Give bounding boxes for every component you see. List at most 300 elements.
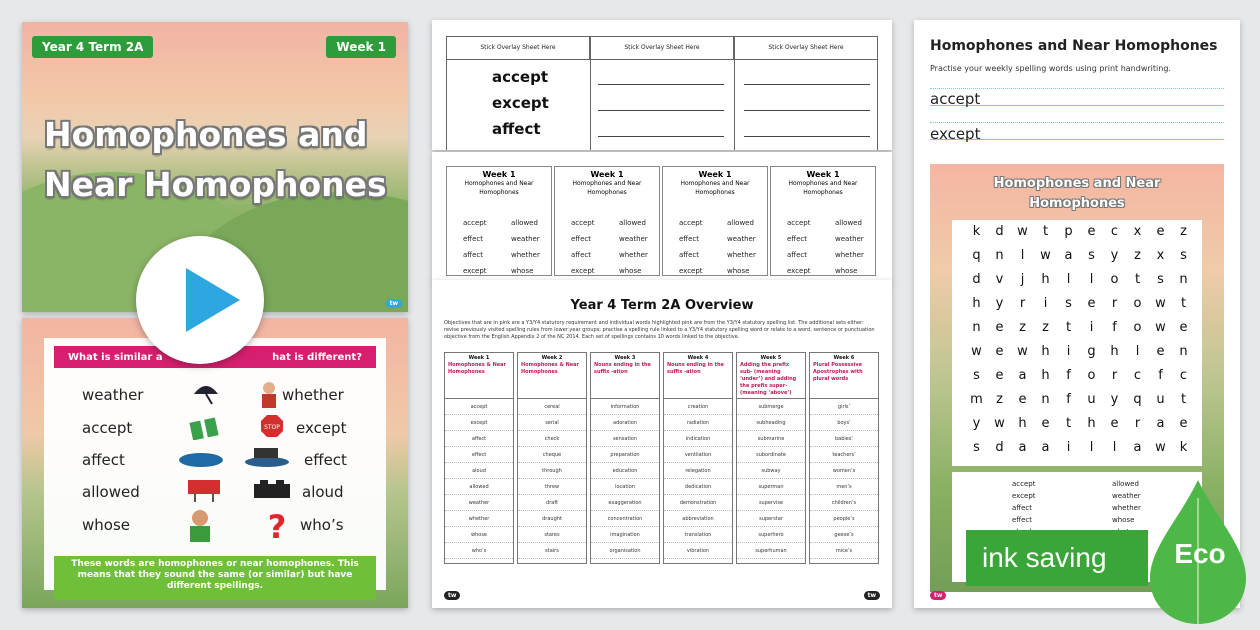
objective: Nouns ending in the suffix -ation: [667, 362, 724, 375]
spelling-word: aloud: [445, 463, 513, 479]
spelling-word: superman: [737, 479, 805, 495]
wordsearch-letter: l: [1089, 272, 1094, 287]
card-word: effect: [787, 235, 808, 243]
wordsearch-letter: a: [1156, 416, 1165, 431]
student-icon: [184, 508, 216, 544]
wordsearch-letter: w: [1017, 344, 1028, 359]
spelling-word: boys’: [810, 415, 878, 431]
overview-intro: Objectives that are in pink are a Y3/Y4 statutory requirement and individual words highlighted pink are from the Y3/Y4 statutory spelling list. The additional sets either: revise previously visited spelling rules from lower year groups; practise a spelling rule linked to a Y3/Y4 statutory spelling word or relate to a word, sentence or punctuation objective from the English Appendix 2 of the NC 2014. Each set of spellings contains 10 words linked to the objective.: [444, 320, 875, 340]
wordsearch-letter: e: [995, 344, 1004, 359]
overview-sheet: [432, 280, 892, 608]
spelling-word: location: [591, 479, 659, 495]
wordsearch-letter: e: [1041, 416, 1050, 431]
spelling-word: education: [591, 463, 659, 479]
wordsearch-letter: h: [1041, 368, 1050, 383]
wordsearch-letter: z: [996, 392, 1003, 407]
overview-column: [444, 352, 514, 564]
wordsearch-letter: t: [1042, 224, 1049, 239]
card-word: affect: [787, 251, 808, 259]
week-card: [554, 166, 660, 276]
week-card-title: Week 1: [590, 170, 624, 179]
card-word: whether: [727, 251, 756, 259]
spelling-word: check: [518, 431, 586, 447]
twinkl-logo: tw: [386, 299, 402, 308]
overview-column: [590, 352, 660, 564]
wordsearch-word: weather: [1112, 492, 1141, 500]
objective: Homophones & Near Homophones: [521, 362, 580, 375]
week-card-title: Week 1: [698, 170, 732, 179]
word-left: accept: [82, 419, 133, 437]
week-cards-sheet: [432, 152, 892, 282]
spelling-word: adoration: [591, 415, 659, 431]
wordsearch-letter: m: [970, 392, 983, 407]
wordsearch-letter: w: [1155, 440, 1166, 455]
wordsearch-letter: g: [1087, 344, 1096, 359]
card-word: weather: [511, 235, 540, 243]
spelling-word: vibration: [664, 543, 732, 559]
spelling-word: whose: [445, 527, 513, 543]
spelling-word: radiation: [664, 415, 732, 431]
wordsearch-letter: n: [995, 248, 1004, 263]
spelling-word: draft: [518, 495, 586, 511]
wordsearch-letter: n: [1179, 344, 1188, 359]
week-label: Week 1: [326, 36, 396, 58]
wordsearch-letter: o: [1133, 296, 1142, 311]
card-word: except: [679, 267, 703, 275]
wordsearch-letter: z: [1042, 320, 1049, 335]
wordsearch-letter: e: [1087, 224, 1096, 239]
spelling-word: weather: [445, 495, 513, 511]
spelling-word: translation: [664, 527, 732, 543]
wordsearch-letter: d: [972, 272, 981, 287]
card-word: except: [787, 267, 811, 275]
writing-line: [598, 110, 724, 111]
overview-column-header: [664, 353, 732, 399]
spelling-word: geese’s: [810, 527, 878, 543]
spelling-word: preparation: [591, 447, 659, 463]
umbrella-icon: [192, 382, 220, 406]
sign-icon: [186, 478, 222, 502]
spelling-word: who’s: [445, 543, 513, 559]
column-divider: [590, 60, 591, 150]
spelling-word: allowed: [445, 479, 513, 495]
writing-line: [744, 136, 870, 137]
card-word: weather: [727, 235, 756, 243]
objective: Adding the prefix sub- (meaning ‘under’) and adding the prefix super- (meaning ‘above’): [740, 362, 797, 396]
wordsearch-letter: a: [1018, 368, 1027, 383]
handwriting-subtitle: Practise your weekly spelling words using print handwriting.: [930, 64, 1171, 73]
wordsearch-letter: x: [1133, 224, 1142, 239]
card-word: allowed: [619, 219, 646, 227]
spelling-word: subheading: [737, 415, 805, 431]
wordsearch-letter: z: [1019, 320, 1026, 335]
week-card-title: Week 1: [806, 170, 840, 179]
overview-column-header: [737, 353, 805, 399]
wordsearch-letter: d: [995, 440, 1004, 455]
spelling-word: indication: [664, 431, 732, 447]
spelling-word: except: [492, 94, 549, 112]
fallen-person-icon: [242, 442, 292, 468]
svg-text:STOP: STOP: [264, 424, 280, 431]
wordsearch-letter: u: [1087, 392, 1096, 407]
writing-line: [598, 136, 724, 137]
wordsearch-letter: a: [1041, 440, 1050, 455]
spelling-word: stares: [518, 527, 586, 543]
spelling-word: affect: [492, 120, 541, 138]
spelling-word: cereal: [518, 399, 586, 415]
card-word: except: [463, 267, 487, 275]
explanation-box: These words are homophones or near homophones. This means that they sound the same (or similar) but have different spellings.: [54, 556, 376, 600]
overlay-header: Stick Overlay Sheet Here: [734, 36, 878, 60]
twinkl-logo: tw: [444, 591, 460, 600]
objective: Nouns ending in the suffix -ation: [594, 362, 651, 375]
card-word: allowed: [835, 219, 862, 227]
card-word: effect: [463, 235, 484, 243]
spelling-word: whether: [445, 511, 513, 527]
comparison-panel: [44, 338, 386, 590]
overview-column-header: [591, 353, 659, 399]
card-word: effect: [571, 235, 592, 243]
wordsearch-letter: i: [1089, 320, 1094, 335]
wordsearch-letter: a: [1018, 440, 1027, 455]
word-left: affect: [82, 451, 125, 469]
writing-line: [598, 84, 724, 85]
week-number: Week 2: [541, 355, 563, 361]
wordsearch-letter: r: [1111, 368, 1118, 383]
spelling-word: people’s: [810, 511, 878, 527]
wordsearch-word: allowed: [1112, 480, 1139, 488]
wordsearch-letter: y: [972, 416, 981, 431]
week-number: Week 5: [760, 355, 782, 361]
wordsearch-letter: k: [1179, 440, 1188, 455]
wordsearch-letter: w: [971, 344, 982, 359]
wordsearch-letter: r: [1111, 296, 1118, 311]
wordsearch-letter: s: [1180, 248, 1187, 263]
wordsearch-letter: w: [1155, 296, 1166, 311]
spelling-word: abbreviation: [664, 511, 732, 527]
spelling-word: organisation: [591, 543, 659, 559]
card-word: allowed: [511, 219, 538, 227]
wordsearch-letter: z: [1134, 248, 1141, 263]
card-word: accept: [679, 219, 703, 227]
card-word: except: [571, 267, 595, 275]
card-word: affect: [679, 251, 700, 259]
wordsearch-letter: s: [1088, 248, 1095, 263]
card-word: weather: [619, 235, 648, 243]
spelling-word: cheque: [518, 447, 586, 463]
card-word: whose: [727, 267, 750, 275]
wordsearch-letter: i: [1066, 440, 1071, 455]
wordsearch-letter: l: [1135, 344, 1140, 359]
wordsearch-letter: n: [1179, 272, 1188, 287]
wordsearch-letter: q: [1133, 392, 1142, 407]
wordsearch-letter: f: [1158, 368, 1163, 383]
spelling-word: through: [518, 463, 586, 479]
wordsearch-letter: c: [1133, 368, 1142, 383]
wordsearch-letter: i: [1043, 296, 1048, 311]
wordsearch-letter: x: [1156, 248, 1165, 263]
wordsearch-letter: f: [1066, 368, 1071, 383]
spelling-word: threw: [518, 479, 586, 495]
wordsearch-letter: u: [1156, 392, 1165, 407]
wordsearch-letter: l: [1020, 248, 1025, 263]
wordsearch-title-line1: Homophones and Near: [993, 176, 1161, 191]
wordsearch-word: affect: [1012, 504, 1033, 512]
thinking-person-icon: [256, 380, 282, 408]
week-card: [662, 166, 768, 276]
overview-column-header: [518, 353, 586, 399]
week-card-subtitle: Homophones and Near Homophones: [680, 180, 750, 196]
spelling-word: mice’s: [810, 543, 878, 559]
week-card-subtitle: Homophones and Near Homophones: [464, 180, 534, 196]
card-word: allowed: [727, 219, 754, 227]
svg-text:?: ?: [267, 510, 287, 542]
card-word: weather: [835, 235, 864, 243]
objective: Homophones & Near Homophones: [448, 362, 507, 375]
card-word: affect: [571, 251, 592, 259]
spelling-word: supervise: [737, 495, 805, 511]
word-right: whether: [282, 386, 344, 404]
wordsearch-letter: k: [972, 224, 981, 239]
wordsearch-letter: l: [1066, 272, 1071, 287]
week-card: [446, 166, 552, 276]
spelling-word: accept: [492, 68, 548, 86]
wordsearch-letter: s: [973, 440, 980, 455]
wordsearch-letter: e: [1156, 224, 1165, 239]
wordsearch-letter: h: [1110, 344, 1119, 359]
overlay-header: Stick Overlay Sheet Here: [590, 36, 734, 60]
wordsearch-letter: t: [1065, 320, 1072, 335]
wordsearch-letter: e: [1110, 416, 1119, 431]
card-word: accept: [463, 219, 487, 227]
spelling-word: dedication: [664, 479, 732, 495]
wordsearch-letter: e: [1156, 344, 1165, 359]
spelling-word: information: [591, 399, 659, 415]
spelling-word: children’s: [810, 495, 878, 511]
wordsearch-letter: e: [1179, 416, 1188, 431]
overview-column: [809, 352, 879, 564]
wordsearch-title: [930, 174, 1224, 214]
different-header: hat is different?: [272, 351, 362, 363]
week-number: Week 6: [833, 355, 855, 361]
wordsearch-letter: v: [995, 272, 1004, 287]
word-left: allowed: [82, 483, 140, 501]
spelling-word: submerge: [737, 399, 805, 415]
card-word: effect: [679, 235, 700, 243]
wordsearch-letter: r: [1019, 296, 1026, 311]
wordsearch-letter: a: [1133, 440, 1142, 455]
wordsearch-letter: e: [995, 368, 1004, 383]
spelling-word: women’s: [810, 463, 878, 479]
wordsearch-letter: f: [1112, 320, 1117, 335]
objective: Plural Possessive Apostrophes with plural words: [813, 362, 863, 382]
ink-saving-badge: ink saving: [966, 530, 1148, 586]
wordsearch-letter: s: [973, 368, 980, 383]
column-divider: [734, 60, 735, 150]
writing-line: [744, 110, 870, 111]
wordsearch-letter: s: [1157, 272, 1164, 287]
play-icon: [186, 268, 240, 332]
card-word: affect: [463, 251, 484, 259]
word-right: who’s: [300, 516, 344, 534]
wordsearch-word: effect: [1012, 516, 1033, 524]
wordsearch-letter: n: [972, 320, 981, 335]
similar-header: What is similar a: [68, 351, 163, 363]
word-left: whose: [82, 516, 130, 534]
wordsearch-letter: r: [1134, 416, 1141, 431]
wordsearch-letter: c: [1110, 224, 1119, 239]
wordsearch-letter: y: [1110, 248, 1119, 263]
wordsearch-letter: e: [1018, 392, 1027, 407]
wordsearch-letter: h: [1018, 416, 1027, 431]
spelling-word: draught: [518, 511, 586, 527]
slide-title-line2: Near Homophones: [44, 165, 387, 204]
spelling-word: accept: [445, 399, 513, 415]
wordsearch-letter: w: [1017, 224, 1028, 239]
wordsearch-letter: w: [1155, 320, 1166, 335]
twinkl-logo: tw: [930, 591, 946, 600]
handwriting-word: except: [930, 125, 981, 143]
overlay-sheet: [432, 20, 892, 150]
wordsearch-letter: q: [972, 248, 981, 263]
week-number: Week 3: [614, 355, 636, 361]
spelling-word: exaggeration: [591, 495, 659, 511]
spelling-word: teachers’: [810, 447, 878, 463]
wordsearch-word: except: [1012, 492, 1036, 500]
wordsearch-letter: h: [972, 296, 981, 311]
week-card: [770, 166, 876, 276]
spelling-word: ventilation: [664, 447, 732, 463]
overview-column: [736, 352, 806, 564]
wordsearch-letter: e: [1087, 296, 1096, 311]
year-term-label: Year 4 Term 2A: [32, 36, 153, 58]
week-card-subtitle: Homophones and Near Homophones: [788, 180, 858, 196]
wordsearch-letter: n: [1041, 392, 1050, 407]
spelling-word: babies’: [810, 431, 878, 447]
spelling-word: stairs: [518, 543, 586, 559]
wordsearch-word: whether: [1112, 504, 1141, 512]
card-word: whose: [511, 267, 534, 275]
wordsearch-letter: t: [1065, 416, 1072, 431]
card-word: whose: [835, 267, 858, 275]
card-word: whether: [619, 251, 648, 259]
week-card-subtitle: Homophones and Near Homophones: [572, 180, 642, 196]
wordsearch-letter: w: [994, 416, 1005, 431]
spelling-word: superhero: [737, 527, 805, 543]
gift-icon: [187, 414, 221, 440]
spill-icon: [176, 448, 226, 468]
wordsearch-letter: e: [1179, 320, 1188, 335]
spelling-word: superhuman: [737, 543, 805, 559]
overview-column: [663, 352, 733, 564]
wordsearch-letter: z: [1180, 224, 1187, 239]
spelling-word: effect: [445, 447, 513, 463]
wordsearch-letter: s: [1065, 296, 1072, 311]
wordsearch-letter: e: [995, 320, 1004, 335]
wordsearch-letter: o: [1087, 368, 1096, 383]
spelling-word: except: [445, 415, 513, 431]
stop-sign-icon: [260, 414, 284, 438]
spelling-word: men’s: [810, 479, 878, 495]
wordsearch-letter: a: [1064, 248, 1073, 263]
spelling-word: serial: [518, 415, 586, 431]
handwriting-title: Homophones and Near Homophones: [930, 38, 1218, 54]
overview-column-header: [810, 353, 878, 399]
card-word: accept: [787, 219, 811, 227]
wordsearch-letter: c: [1179, 368, 1188, 383]
word-left: weather: [82, 386, 144, 404]
wordsearch-letter: t: [1134, 272, 1141, 287]
spelling-word: submarine: [737, 431, 805, 447]
overview-column-header: [445, 353, 513, 399]
spelling-word: concentration: [591, 511, 659, 527]
twinkl-logo: tw: [864, 591, 880, 600]
wordsearch-letter: o: [1133, 320, 1142, 335]
handwriting-word: accept: [930, 90, 981, 108]
overview-column: [517, 352, 587, 564]
wordsearch-letter: l: [1112, 440, 1117, 455]
wordsearch-word: accept: [1012, 480, 1036, 488]
play-button[interactable]: [136, 236, 264, 364]
wordsearch-word: whose: [1112, 516, 1135, 524]
card-word: whose: [619, 267, 642, 275]
writing-line: [744, 84, 870, 85]
spelling-word: relegation: [664, 463, 732, 479]
spelling-word: superstar: [737, 511, 805, 527]
speaker-icon: [252, 478, 292, 500]
word-right: except: [296, 419, 347, 437]
week-number: Week 1: [468, 355, 490, 361]
wordsearch-title-line2: Homophones: [1029, 196, 1125, 211]
wordsearch-letter: l: [1089, 440, 1094, 455]
overview-title: Year 4 Term 2A Overview: [570, 298, 754, 313]
card-word: whether: [835, 251, 864, 259]
wordsearch-letter: t: [1180, 392, 1187, 407]
spelling-word: creation: [664, 399, 732, 415]
card-word: accept: [571, 219, 595, 227]
wordsearch-letter: y: [995, 296, 1004, 311]
card-word: whether: [511, 251, 540, 259]
spelling-word: sensation: [591, 431, 659, 447]
spelling-word: demonstration: [664, 495, 732, 511]
word-right: aloud: [302, 483, 344, 501]
spelling-word: girls’: [810, 399, 878, 415]
wordsearch-letter: h: [1041, 272, 1050, 287]
spelling-word: subway: [737, 463, 805, 479]
question-mark-icon: [266, 510, 288, 542]
overlay-header: Stick Overlay Sheet Here: [446, 36, 590, 60]
wordsearch-letter: i: [1066, 344, 1071, 359]
wordsearch-letter: w: [1040, 248, 1051, 263]
wordsearch-letter: o: [1110, 272, 1119, 287]
week-number: Week 4: [687, 355, 709, 361]
wordsearch-letter: y: [1110, 392, 1119, 407]
wordsearch-letter: j: [1020, 272, 1025, 287]
wordsearch-letter: h: [1041, 344, 1050, 359]
wordsearch-grid: [952, 220, 1202, 466]
spelling-word: subordinate: [737, 447, 805, 463]
wordsearch-letter: p: [1064, 224, 1073, 239]
wordsearch-letter: d: [995, 224, 1004, 239]
wordsearch-letter: h: [1087, 416, 1096, 431]
wordsearch-letter: f: [1066, 392, 1071, 407]
eco-label: Eco: [1174, 538, 1226, 569]
spelling-word: affect: [445, 431, 513, 447]
word-right: effect: [304, 451, 347, 469]
wordsearch-letter: t: [1180, 296, 1187, 311]
week-card-title: Week 1: [482, 170, 516, 179]
spelling-word: imagination: [591, 527, 659, 543]
